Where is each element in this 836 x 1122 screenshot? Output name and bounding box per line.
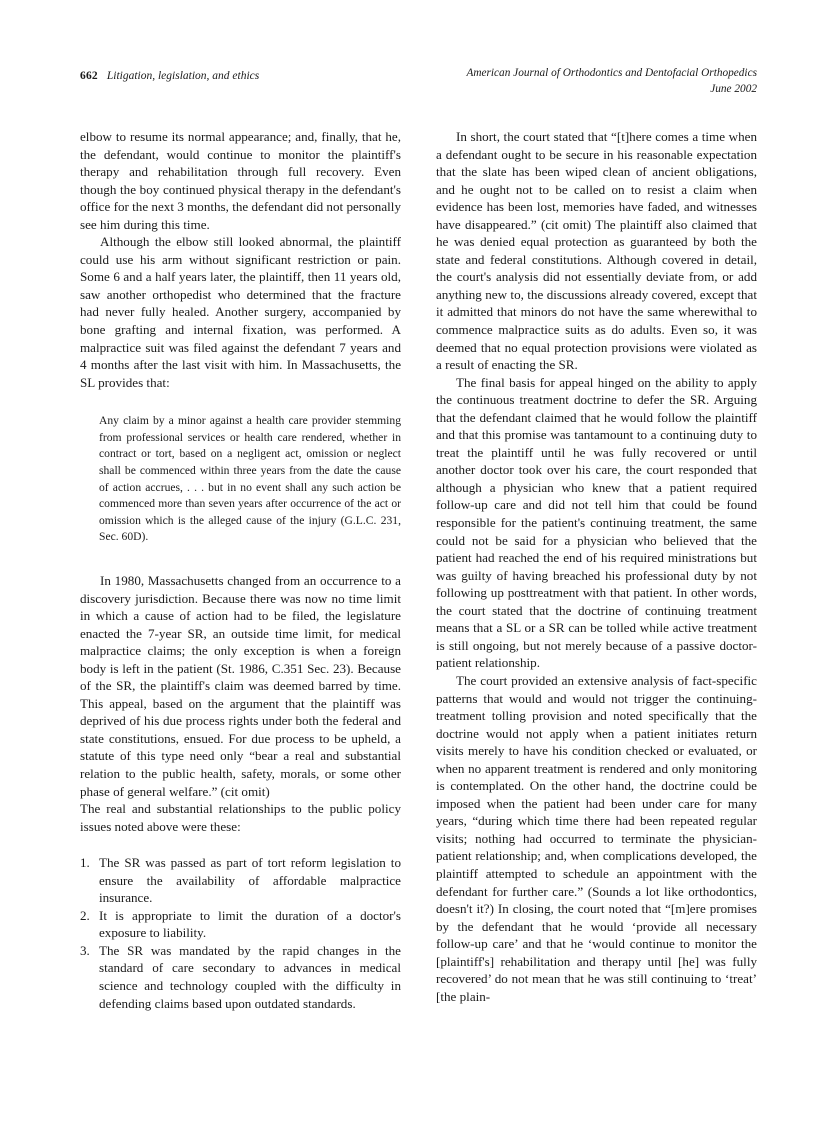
list-item-number: 1. xyxy=(80,855,90,871)
list-item-text: It is appropriate to limit the duration of a doctor's exposure to liability. xyxy=(99,907,401,941)
list-item xyxy=(80,854,401,907)
list-item xyxy=(80,907,401,942)
paragraph: The court provided an extensive analysis of fact-specific patterns that would and would not trigger the continuing-treatment tolling provision and noted specifically that the doctrine would not apply when a patient initiates return visits merely to have his condition checked or evaluated, or when no apparent treatment is rendered and only monitoring is contemplated. On the other hand, the doctrine could be imposed when the patient had been under care for many years, “during which time there had been repeated regular visits; nothing had occurred to terminate the physician-patient relationship; and, when complications developed, the plaintiff attempted to schedule an appointment with the defendant for further care.” (Sounds a lot like orthodontics, doesn't it?) In closing, the court noted that “[m]ere promises by the defendant that he would ‘provide all necessary follow-up care’ and that he ‘would continue to monitor the [plaintiff's] rehabilitation and therapy until [he] was fully recovered’ do not mean that he was still continuing to ‘treat’ [the plain- xyxy=(436,672,757,1004)
section-title: Litigation, legislation, and ethics xyxy=(106,70,260,82)
paragraph: Although the elbow still looked abnormal, the plaintiff could use his arm without significant restriction or pain. Some 6 and a half years later, the plaintiff, then 11 years old, saw another orthopedist who determined that the fracture had never fully healed. Another surgery, accompanied by bone grafting and internal fixation, was performed. A malpractice suit was filed against the defendant 7 years and 4 months after the last visit with him. In Massachusetts, the SL provides that: xyxy=(80,234,401,390)
list-item-number: 2. xyxy=(80,907,90,923)
numbered-list xyxy=(80,854,401,1012)
list-item-number: 3. xyxy=(80,942,90,958)
running-head-left xyxy=(80,66,259,84)
list-item-text: The SR was mandated by the rapid changes in the standard of care secondary to advances in medical science and technology coupled with the difficulty in defending claims based upon outdated standards. xyxy=(99,942,401,1011)
issue-date: June 2002 xyxy=(710,82,757,95)
column-left xyxy=(80,128,401,1012)
paragraph: elbow to resume its normal appearance; and, finally, that he, the defendant, would continue to monitor the plaintiff's therapy and rehabilitation through full recovery. Even though the boy continued physical therapy in the defendant's office for the next 3 months, the defendant did not personally see him during this time. xyxy=(80,129,401,232)
column-right xyxy=(436,128,757,1005)
spacer xyxy=(80,546,401,572)
paragraph: The real and substantial relationships to the public policy issues noted above were these: xyxy=(80,801,401,834)
spacer xyxy=(80,391,401,413)
list-item-text: The SR was passed as part of tort reform legislation to ensure the availability of affordable malpractice insurance. xyxy=(99,855,401,906)
running-head xyxy=(80,66,757,112)
spacer xyxy=(80,835,401,854)
block-quote: Any claim by a minor against a health care provider stemming from professional services or health care rendered, whether in contract or tort, based on a negligent act, omission or neglect shall be commenced within three years from the date the cause of action accrues, . . . but in no event shall any such action be commenced more than seven years after occurrence of the act or omission which is the alleged cause of the injury (G.L.C. 231, Sec. 60D). xyxy=(99,414,401,544)
page-number: 662 xyxy=(80,70,98,82)
paragraph: In short, the court stated that “[t]here comes a time when a defendant ought to be secure in his reasonable expectation that the slate has been wiped clean of ancient obligations, and he ought not to be called on to resist a claim when evidence has been lost, memories have faded, and witnesses have disappeared.” (cit omit) The plaintiff also claimed that he was denied equal protection as guaranteed by both the state and federal constitutions. Although covered in detail, the court's analysis did not essentially deviate from, or add anything new to, the discussions already covered, except that it admitted that minors do not have the same wherewithal to commence malpractice suits as do adults. Even so, it was deemed that no equal protection provisions were violated as a result of enacting the SR. xyxy=(436,129,757,373)
paragraph: The final basis for appeal hinged on the ability to apply the continuous treatment doctrine to defer the SR. Arguing that the defendant claimed that he would follow the plaintiff and that this promise was tantamount to a continuing duty to treat the plaintiff until he was fully recovered or until another doctor took over his care, the court responded that although a physician who knew that a patient required follow-up care and did not tell him that could be found responsible for the patient's continuing treatment, the same could not be said for a physician who believed that the patient had reached the end of his required ministrations but was guilty of having breached his professional duty by not following up posttreatment with that patient. In other words, the court stated that the doctrine of continuing treatment means that a SL or a SR can be tolled while active treatment is still ongoing, but not merely because of a passive doctor-patient relationship. xyxy=(436,374,757,671)
journal-title: American Journal of Orthodontics and Dentofacial Orthopedics xyxy=(466,67,757,79)
paragraph: In 1980, Massachusetts changed from an occurrence to a discovery jurisdiction. Because there was now no time limit in which a cause of action had to be filed, the legislature enacted the 7-year SR, an outside time limit, for medical malpractice claims; the only exception is when a foreign body is left in the patient (St. 1986, C.351 Sec. 23). Because of the SR, the plaintiff's claim was deemed barred by time. This appeal, based on the argument that the plaintiff was deprived of his due process rights under both the federal and state constitutions, ensued. For due process to be upheld, a statute of this type need only “bear a real and substantial relation to the public health, safety, morals, or some other phase of general welfare.” (cit omit) xyxy=(80,572,401,799)
running-head-right xyxy=(466,66,757,97)
list-item xyxy=(80,942,401,1012)
